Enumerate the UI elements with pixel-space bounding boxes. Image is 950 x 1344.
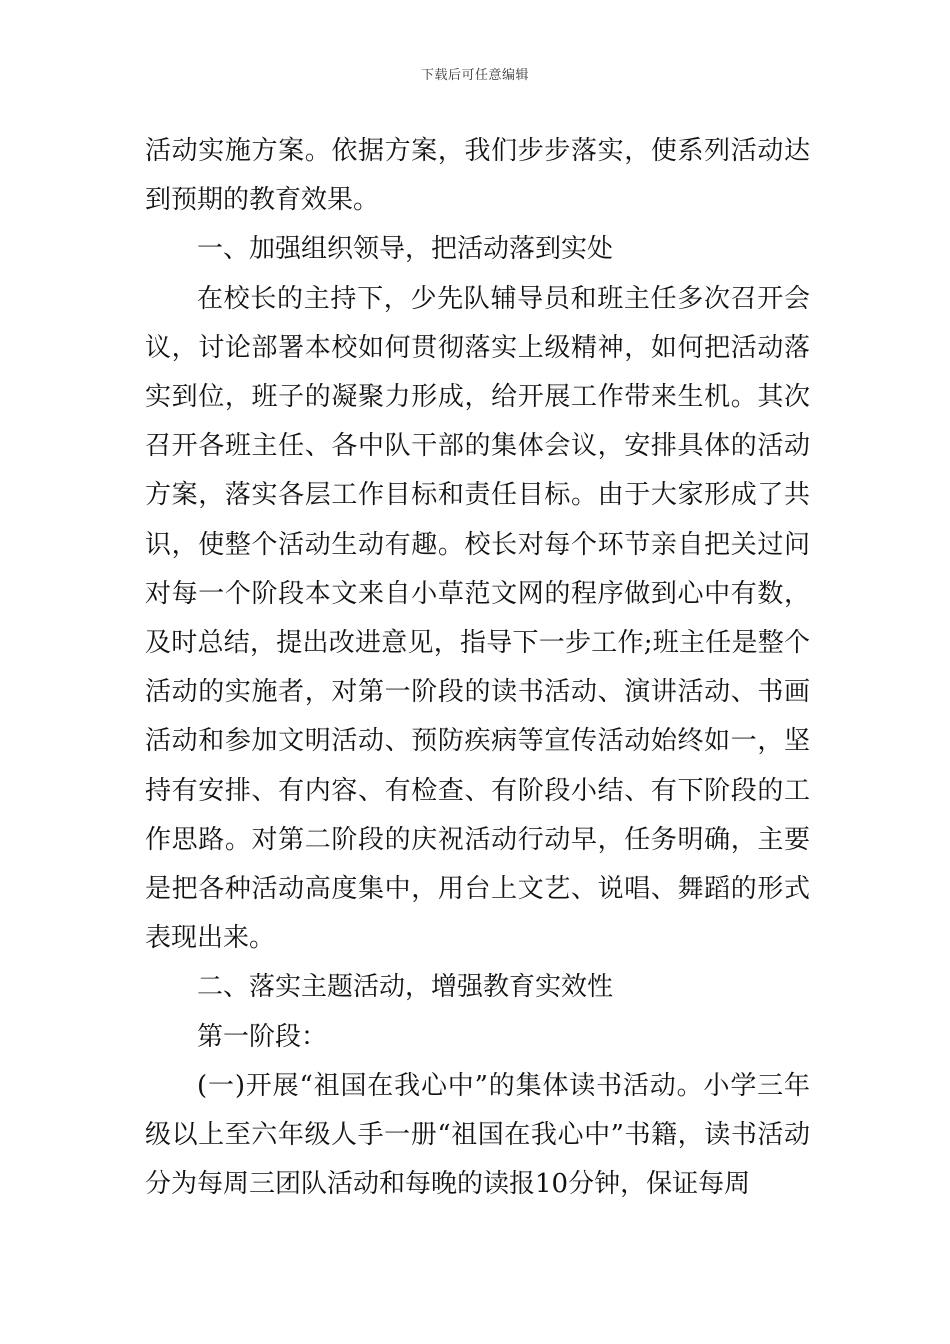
paragraph-reading-activity: (一)开展“祖国在我心中”的集体读书活动。小学三年级以上至六年级人手一册“祖国在我心中”书籍，读书活动分为每周三团队活动和每晚的读报10分钟，保证每周	[145, 1070, 810, 1200]
stage-heading-1: 第一阶段：	[197, 1021, 328, 1052]
page-header: 下载后可任意编辑	[420, 68, 529, 83]
section-heading-2: 二、落实主题活动，增强教育实效性	[197, 972, 614, 1003]
document-body	[145, 127, 810, 1209]
section-heading-1: 一、加强组织领导，把活动落到实处	[197, 234, 614, 265]
paragraph-section-1: 在校长的主持下，少先队辅导员和班主任多次召开会议，讨论部署本校如何贯彻落实上级精神，如何把活动落实到位，班子的凝聚力形成，给开展工作带来生机。其次召开各班主任、各中队干部的集体会议，安排具体的活动方案，落实各层工作目标和责任目标。由于大家形成了共识，使整个活动生动有趣。校长对每个环节亲自把关过问对每一个阶段本文来自小草范文网的程序做到心中有数，及时总结，提出改进意见，指导下一步工作;班主任是整个活动的实施者，对第一阶段的读书活动、演讲活动、书画活动和参加文明活动、预防疾病等宣传活动始终如一，坚持有安排、有内容、有检查、有阶段小结、有下阶段的工作思路。对第二阶段的庆祝活动行动早，任务明确，主要是把各种活动高度集中，用台上文艺、说唱、舞蹈的形式表现出来。	[145, 283, 810, 954]
paragraph-continuation: 活动实施方案。依据方案，我们步步落实，使系列活动达到预期的教育效果。	[145, 136, 810, 216]
